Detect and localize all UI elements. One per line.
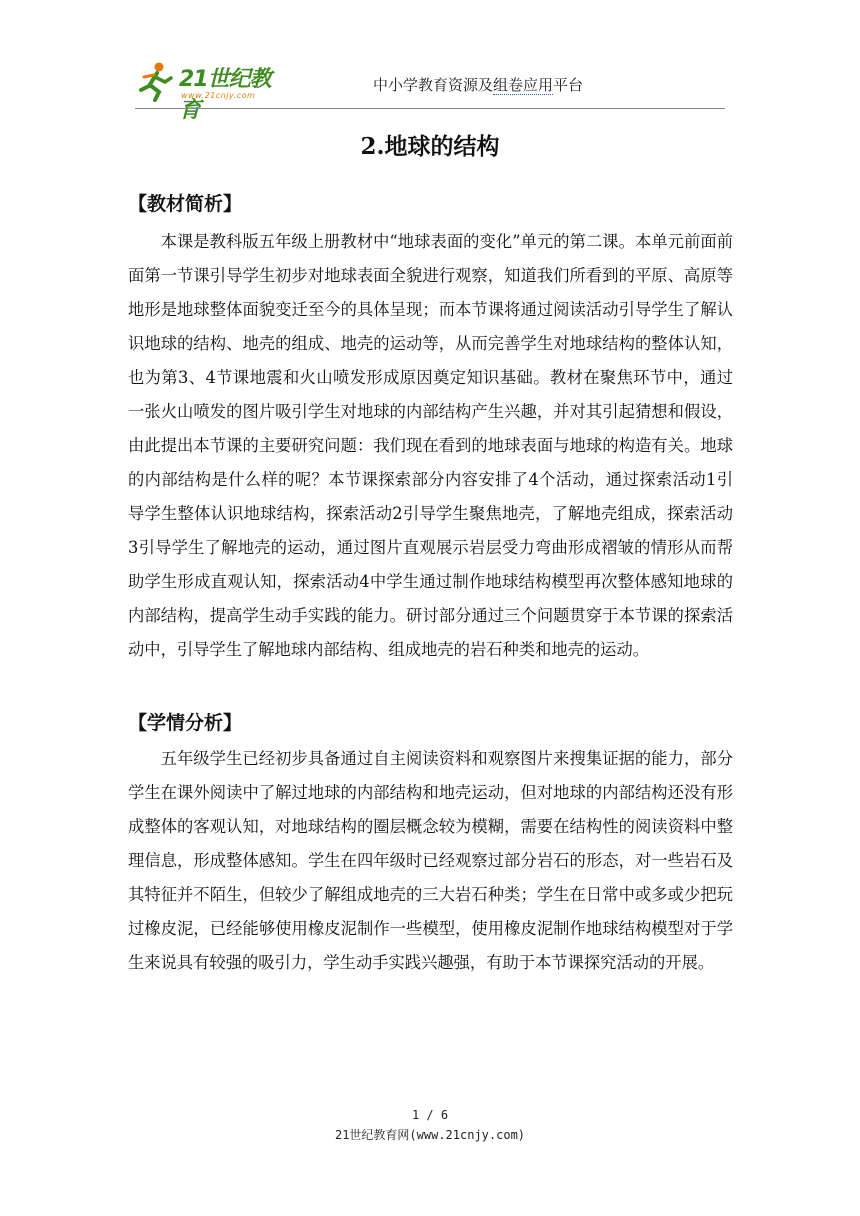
brand-logo [135,58,285,123]
page-header [135,58,725,123]
document-title: 2.地球的结构 [360,133,500,160]
platform-title-underlined: 组卷应用 [493,76,554,94]
platform-title-part1: 中小学教育资源及 [373,76,494,94]
platform-title [373,74,583,95]
header-divider [135,108,725,109]
section-body-textbook-analysis: 本课是教科版五年级上册教材中“地球表面的变化”单元的第二课。本单元前面前面第一节课引导学生初步对地球表面全貌进行观察，知道我们所看到的平原、高原等地形是地球整体面貌变迁至今的具体呈现；而本节课将通过阅读活动引导学生了解认识地球的结构、地壳的组成、地壳的运动等，从而完善学生对地球结构的整体认知，也为第3、4节课地震和火山喷发形成原因奠定知识基础。教材在聚焦环节中，通过一张火山喷发的图片吸引学生对地球的内部结构产生兴趣，并对其引起猜想和假设，由此提出本节课的主要研究问题：我们现在看到的地球表面与地球的构造有关。地球的内部结构是什么样的呢？本节课探索部分内容安排了4个活动，通过探索活动1引导学生整体认识地球结构，探索活动2引导学生聚焦地壳，了解地壳组成，探索活动3引导学生了解地壳的运动，通过图片直观展示岩层受力弯曲形成褶皱的情形从而帮助学生形成直观认知，探索活动4中学生通过制作地球结构模型再次整体感知地球的内部结构，提高学生动手实践的能力。研讨部分通过三个问题贯穿于本节课的探索活动中，引导学生了解地球内部结构、组成地壳的岩石种类和地壳的运动。 [128,232,733,659]
running-figure-icon [135,60,177,102]
page-number: 1 / 6 [411,1108,449,1122]
logo-wordmark: 21世纪教育 [179,67,271,123]
section-heading-textbook-analysis: 【教材简析】 [128,193,243,215]
section-body-student-analysis: 五年级学生已经初步具备通过自主阅读资料和观察图片来搜集证据的能力，部分学生在课外阅读中了解过地球的内部结构和地壳运动，但对地球的内部结构还没有形成整体的客观认知，对地球结构的圈层概念较为模糊，需要在结构性的阅读资料中整理信息，形成整体感知。学生在四年级时已经观察过部分岩石的形态，对一些岩石及其特征并不陌生，但较少了解组成地壳的三大岩石种类；学生在日常中或多或少把玩过橡皮泥，已经能够使用橡皮泥制作一些模型，使用橡皮泥制作地球结构模型对于学生来说具有较强的吸引力，学生动手实践兴趣强，有助于本节课探究活动的开展。 [128,749,733,972]
footer-site: 21世纪教育网(www.21cnjy.com) [334,1128,526,1142]
section-heading-student-analysis: 【学情分析】 [128,712,243,734]
logo-url: www.21cnjy.com [181,91,256,100]
platform-title-part2: 平台 [553,76,584,94]
